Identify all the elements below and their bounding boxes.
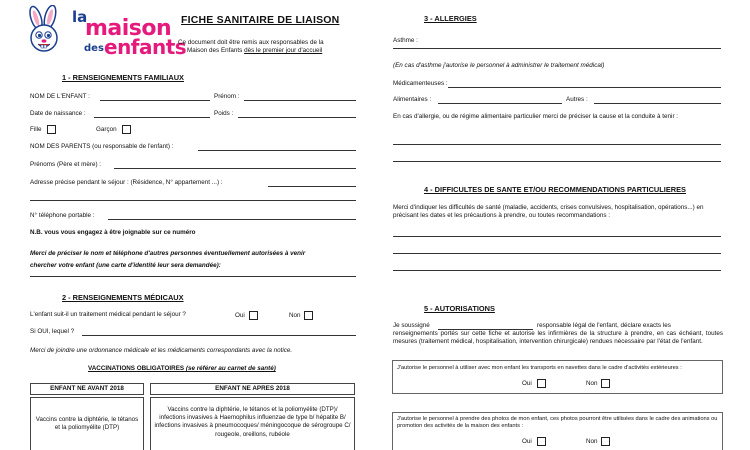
- fille-label: Fille: [30, 126, 42, 133]
- prenoms-field[interactable]: [114, 168, 356, 169]
- difficultes-field-3[interactable]: [393, 270, 721, 271]
- soussigne-paragraph: renseignements portés sur cette fiche et autorise les infirmières de la structure à prendre, en cas échéant, toutes mesures (traitement médical, hospitalisation, intervention chirurgicale) rendues nécessaire par l'état de l'enfant.: [393, 330, 723, 346]
- alimentaires-field[interactable]: [438, 103, 562, 104]
- sioui-label: Si OUI, lequel ?: [30, 328, 75, 335]
- page-title: FICHE SANITAIRE DE LIAISON: [181, 14, 340, 26]
- alimentaires-label: Alimentaires :: [393, 96, 432, 103]
- autorisation-photos-text: J'autorise le personnel à prendre des photos de mon enfant, ces photos pourront être utilisées dans le cadre des animations ou promotion des activités de la maison des enfants :: [397, 416, 718, 429]
- parents-label: NOM DES PARENTS (ou responsable de l'enfant) :: [30, 143, 174, 150]
- vacc-col2-header: ENFANT NE APRES 2018: [150, 383, 355, 395]
- soussigne-suite: responsable légal de l'enfant, déclare exacts les: [537, 322, 671, 329]
- nb-note: N.B. vous vous engagez à être joignable sur ce numéro: [30, 229, 196, 236]
- fille-checkbox[interactable]: [47, 125, 56, 134]
- allergie-field-2[interactable]: [393, 161, 721, 162]
- difficultes-field-2[interactable]: [393, 253, 721, 254]
- photos-oui-checkbox[interactable]: [537, 437, 546, 446]
- autres-label: Autres :: [566, 96, 588, 103]
- vacc-col1-text: Vaccins contre la diphtérie, le tétanos et la poliomyélite (DTP): [35, 416, 139, 432]
- logo-la: la: [72, 8, 88, 26]
- autres-personnes-field[interactable]: [30, 276, 356, 277]
- section-1-heading: 1 - RENSEIGNEMENTS FAMILIAUX: [62, 73, 184, 82]
- soussigne-label: Je soussigné: [393, 322, 430, 329]
- intro-line-2: [187, 47, 322, 55]
- navettes-oui-label: Oui: [522, 380, 532, 387]
- difficultes-text: Merci d'indiquer les difficultés de santé (maladie, accidents, crises convulsives, hospitalisation, opérations...) en précisant les dates et les précautions à prendre, ou toutes recommandations :: [393, 204, 704, 220]
- vacc-col2-text: Vaccins contre la diphtérie, le tétanos et la poliomyélite (DTP)/ infections invasives à Haemophilus influenzae de type b/ hépatite B/ infections invasives à pneumocoques/ méningocoque de sérogroupe C/ rougeole, oreillons, rubéole: [154, 406, 351, 438]
- asthme-note: (En cas d'asthme j'autorise le personnel à administrer le traitement médical): [393, 62, 605, 69]
- navettes-non-checkbox[interactable]: [601, 379, 610, 388]
- section-2-heading: 2 - RENSEIGNEMENTS MÉDICAUX: [62, 293, 184, 302]
- logo-des: des: [84, 43, 104, 54]
- logo-maison: maison: [85, 16, 172, 41]
- traitement-oui-checkbox[interactable]: [249, 311, 258, 320]
- adresse-field-2[interactable]: [30, 200, 356, 201]
- photos-oui-label: Oui: [522, 438, 532, 445]
- adresse-field-1[interactable]: [268, 186, 356, 187]
- prenoms-label: Prénoms (Père et mère) :: [30, 161, 102, 168]
- poids-field[interactable]: [238, 117, 356, 118]
- merci-autres-personnes-2: chercher votre enfant (une carte d'identité leur sera demandée):: [30, 262, 221, 269]
- traitement-oui-label: Oui: [235, 312, 245, 319]
- section-4-heading: 4 - DIFFICULTES DE SANTE ET/OU RECOMMENDATIONS PARTICULIERES: [424, 185, 686, 194]
- medicamenteuses-field[interactable]: [448, 87, 721, 88]
- vaccinations-heading: [88, 365, 276, 373]
- merci-autres-personnes-1: Merci de préciser le nom et téléphone d'autres personnes éventuellement autorisées à venir: [30, 250, 306, 257]
- adresse-label: Adresse précise pendant le séjour : (Résidence, N° appartement ...) :: [30, 179, 223, 186]
- garcon-label: Garçon: [96, 126, 117, 133]
- garcon-checkbox[interactable]: [122, 125, 131, 134]
- traitement-question: L'enfant suit-il un traitement médical pendant le séjour ?: [30, 311, 186, 318]
- naissance-field[interactable]: [94, 117, 210, 118]
- rabbit-mascot-icon: [22, 5, 70, 59]
- prenom-field[interactable]: [244, 100, 356, 101]
- vacc-col1-header: ENFANT NE AVANT 2018: [30, 383, 144, 395]
- traitement-non-label: Non: [289, 312, 301, 319]
- photos-non-checkbox[interactable]: [601, 437, 610, 446]
- logo: [22, 5, 187, 63]
- nom-field[interactable]: [100, 100, 210, 101]
- navettes-non-label: Non: [586, 380, 598, 387]
- vaccinations-heading-main: VACCINATIONS OBLIGATOIRES: [88, 365, 185, 372]
- nom-label: NOM DE L'ENFANT :: [30, 93, 90, 100]
- autres-field[interactable]: [594, 103, 721, 104]
- navettes-oui-checkbox[interactable]: [537, 379, 546, 388]
- traitement-non-checkbox[interactable]: [304, 311, 313, 320]
- intro-line-1: Ce document doit être remis aux responsables de la: [178, 39, 324, 46]
- asthme-label: Asthme :: [393, 37, 418, 44]
- medicamenteuses-label: Médicamenteuses :: [393, 80, 448, 87]
- asthme-field[interactable]: [393, 48, 721, 49]
- intro-line-2b: dès le premier jour d'accueil: [244, 47, 323, 54]
- logo-enfants: enfants: [104, 35, 187, 59]
- poids-label: Poids :: [214, 110, 234, 117]
- vaccinations-heading-note: (se référer au carnet de santé): [184, 365, 276, 372]
- telephone-field[interactable]: [108, 219, 356, 220]
- section-5-heading: 5 - AUTORISATIONS: [424, 304, 495, 313]
- section-3-heading: 3 - ALLERGIES: [424, 14, 477, 23]
- difficultes-field-1[interactable]: [393, 236, 721, 237]
- allergie-precise-text: En cas d'allergie, ou de régime alimentaire particulier merci de préciser la cause et la conduite à tenir :: [393, 113, 679, 120]
- naissance-label: Date de naissance :: [30, 110, 86, 117]
- sioui-field[interactable]: [82, 335, 356, 336]
- ordonnance-note: Merci de joindre une ordonnance médicale et les médicaments correspondants avec la notice.: [30, 347, 293, 354]
- autorisation-navettes-text: J'autorise le personnel à utiliser avec mon enfant les transports en navettes dans le cadre d'activités extérieures :: [397, 365, 682, 371]
- intro-line-2a: Maison des Enfants: [187, 47, 245, 54]
- prenom-label: Prénom :: [214, 93, 240, 100]
- parents-field[interactable]: [198, 150, 356, 151]
- telephone-label: N° téléphone portable :: [30, 212, 95, 219]
- allergie-field-1[interactable]: [393, 144, 721, 145]
- photos-non-label: Non: [586, 438, 598, 445]
